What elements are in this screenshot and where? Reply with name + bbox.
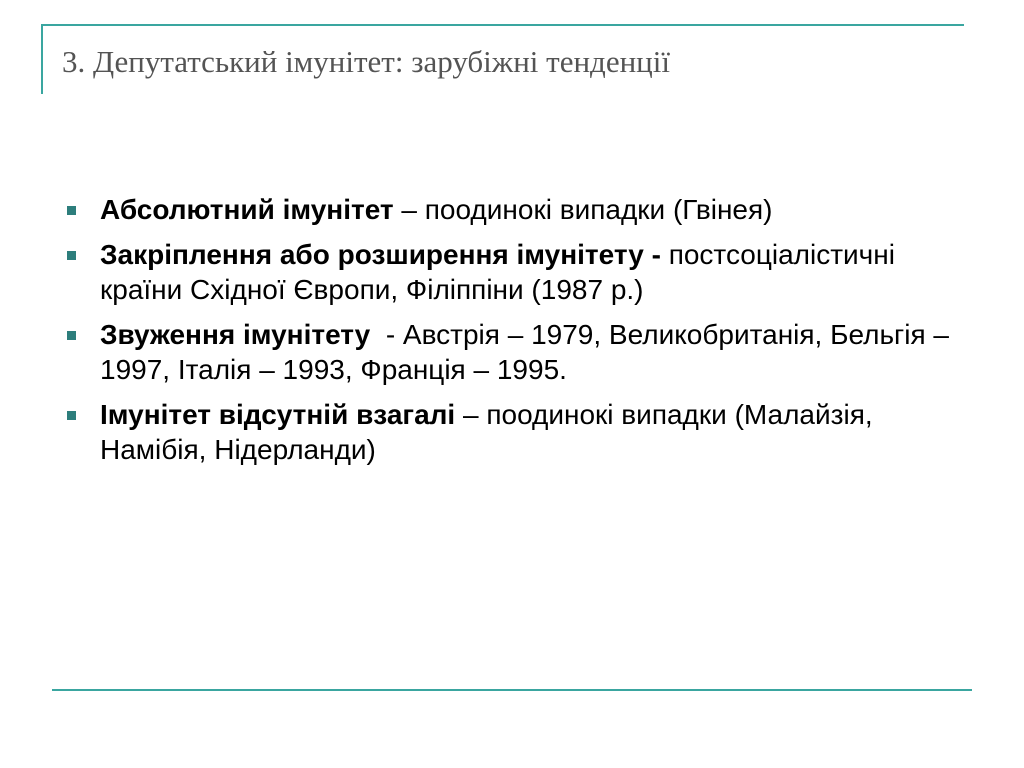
bullet-description: - Австрія – 1979, Великобританія, Бельгія – 1997, Італія – 1993, Франція – 1995. <box>100 319 957 385</box>
bullet-heading: Абсолютний імунітет <box>100 194 394 225</box>
bullet-heading: Звуження імунітету <box>100 319 371 350</box>
bullet-text <box>100 194 772 225</box>
square-bullet-icon <box>67 251 76 260</box>
bullet-description: – поодинокі випадки (Гвінея) <box>393 194 773 225</box>
footer-rule <box>52 689 972 691</box>
bullet-text <box>100 319 957 385</box>
slide-title: 3. Депутатський імунітет: зарубіжні тенденції <box>62 44 670 79</box>
bullet-item-absolute-immunity <box>62 192 962 227</box>
square-bullet-icon <box>67 206 76 215</box>
bullet-item-expansion <box>62 237 962 307</box>
square-bullet-icon <box>67 411 76 420</box>
bullet-description: – поодинокі випадки (Малайзія, Намібія, Нідерланди) <box>100 399 873 465</box>
bullet-description: постсоціалістичні країни Східної Європи, Філіппіни (1987 р.) <box>100 239 895 305</box>
bullet-heading: Закріплення або розширення імунітету - <box>100 239 661 270</box>
bullet-list <box>62 192 962 477</box>
bullet-text <box>100 399 873 465</box>
title-top-rule <box>41 24 964 26</box>
bullet-item-narrowing <box>62 317 962 387</box>
square-bullet-icon <box>67 331 76 340</box>
title-left-rule <box>41 24 43 94</box>
bullet-heading: Імунітет відсутній взагалі <box>100 399 456 430</box>
bullet-text <box>100 239 895 305</box>
bullet-item-no-immunity <box>62 397 962 467</box>
